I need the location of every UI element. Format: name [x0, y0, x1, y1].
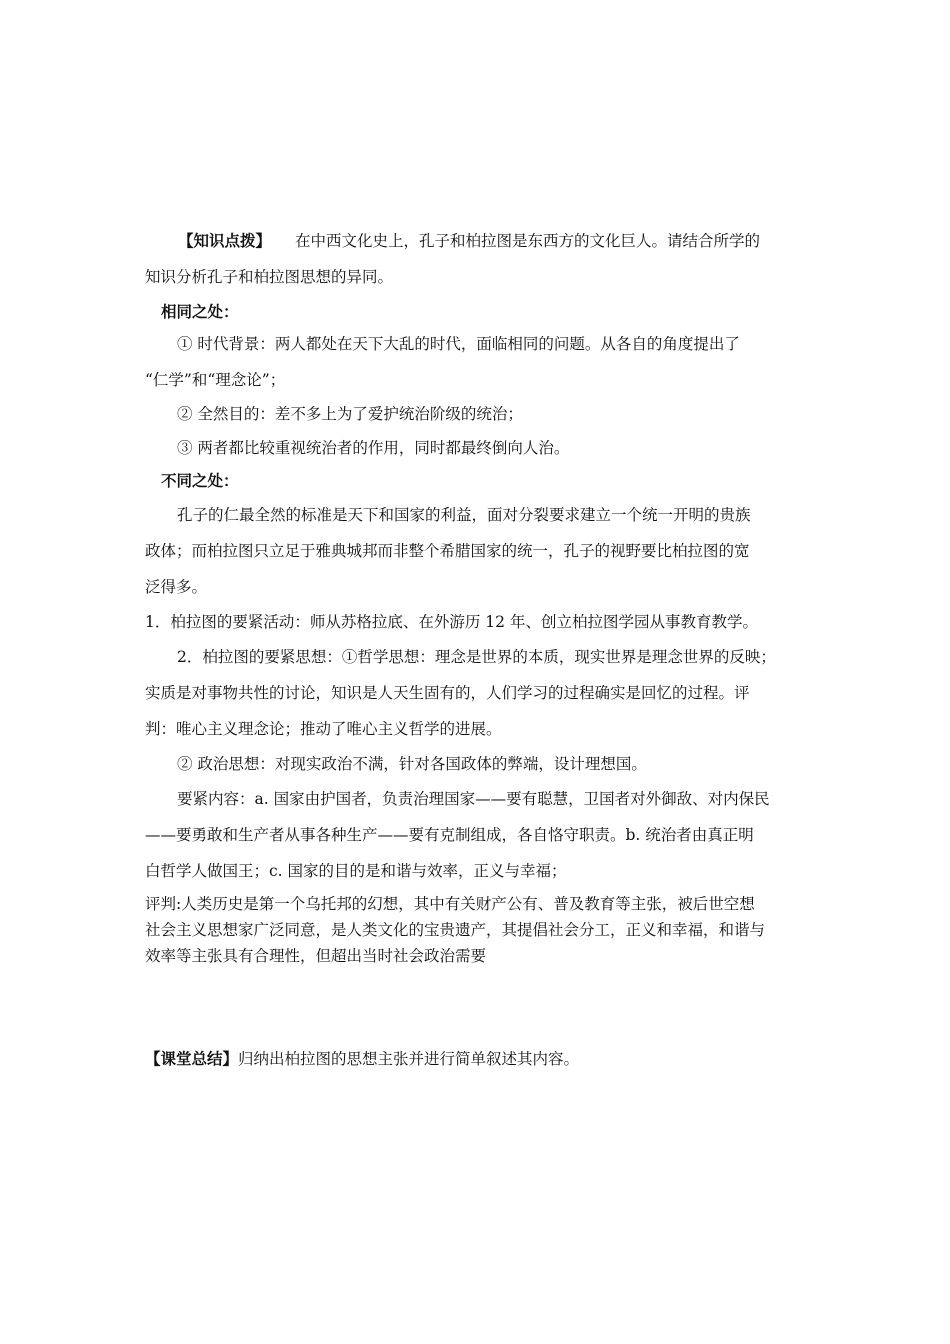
similarity-item-3: ③ 两者都比较重视统治者的作用，同时都最终倒向人治。: [177, 439, 570, 457]
plato-content-line-2: ——要勇敢和生产者从事各种生产——要有克制组成，各自恪守职责。b. 统治者由真正明: [145, 826, 754, 844]
knowledge-intro-text-1: 在中西文化史上，孔子和柏拉图是东西方的文化巨人。请结合所学的: [295, 232, 761, 250]
plato-comment-line-1: 评判:人类历史是第一个乌托邦的幻想，其中有关财产公有、普及教育等主张，被后世空想: [145, 895, 755, 913]
plato-activities: 1．柏拉图的要紧活动：师从苏格拉底、在外游历 12 年、创立柏拉图学园从事教育教学。: [145, 613, 758, 631]
plato-thought-line-2: 实质是对事物共性的讨论，知识是人天生固有的，人们学习的过程确实是回忆的过程。评: [145, 684, 750, 702]
summary-line: [145, 1049, 579, 1069]
plato-thought-line-3: 判：唯心主义理念论；推动了唯心主义哲学的进展。: [145, 720, 502, 738]
differences-paragraph-line-2: 政体；而柏拉图只立足于雅典城邦而非整个希腊国家的统一，孔子的视野要比柏拉图的宽: [145, 542, 750, 560]
plato-content-line-1: 要紧内容：a. 国家由护国者，负责治理国家——要有聪慧，卫国者对外御敌、对内保民: [177, 790, 770, 808]
plato-politics: ② 政治思想：对现实政治不满，针对各国政体的弊端，设计理想国。: [177, 755, 647, 773]
knowledge-heading: 【知识点拨】: [178, 231, 272, 250]
knowledge-intro-line-2: 知识分析孔子和柏拉图思想的异同。: [145, 268, 394, 286]
summary-heading: 【课堂总结】: [145, 1049, 239, 1068]
similarity-item-1-line-1: ① 时代背景：两人都处在天下大乱的时代，面临相同的问题。从各自的角度提出了: [177, 335, 740, 353]
similarity-item-2: ② 全然目的：差不多上为了爱护统治阶级的统治；: [177, 405, 523, 423]
plato-content-line-3: 白哲学人做国王；c. 国家的目的是和谐与效率，正义与幸福；: [145, 862, 567, 880]
differences-paragraph-line-1: 孔子的仁最全然的标准是天下和国家的利益，面对分裂要求建立一个统一开明的贵族: [177, 506, 751, 524]
knowledge-intro-line-1: [178, 231, 760, 251]
plato-thought-line-1: 2．柏拉图的要紧思想：①哲学思想：理念是世界的本质，现实世界是理念世界的反映；: [177, 648, 776, 666]
plato-comment-line-3: 效率等主张具有合理性，但超出当时社会政治需要: [145, 947, 487, 965]
similarities-heading: 相同之处：: [161, 302, 239, 321]
similarity-item-1-line-2: “仁学”和“理念论”；: [145, 371, 286, 389]
differences-heading: 不同之处：: [161, 471, 239, 490]
summary-text: 归纳出柏拉图的思想主张并进行简单叙述其内容。: [238, 1050, 580, 1068]
plato-comment-line-2: 社会主义思想家广泛同意，是人类文化的宝贵遗产，其提倡社会分工，正义和幸福，和谐与: [145, 921, 766, 939]
differences-paragraph-line-3: 泛得多。: [145, 578, 208, 596]
